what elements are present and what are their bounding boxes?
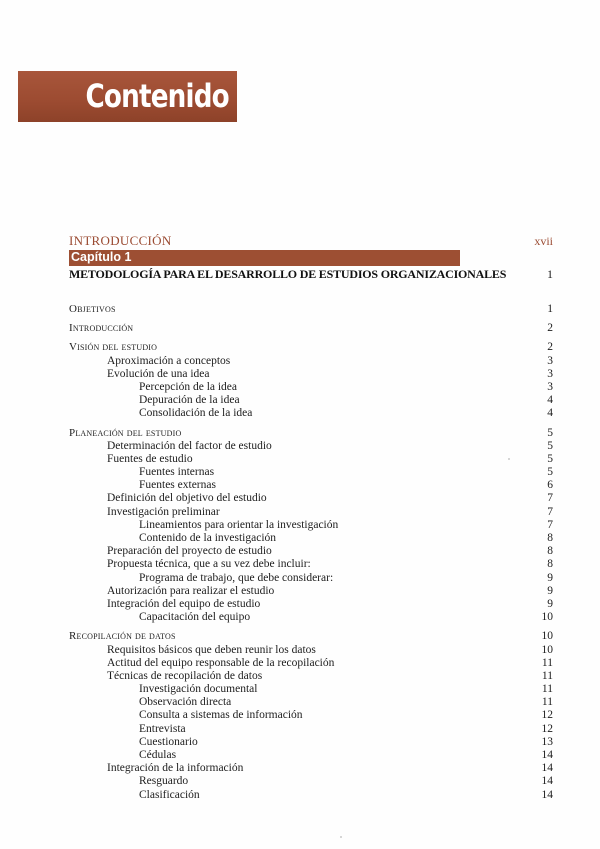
toc-entry-title: Resguardo	[139, 775, 189, 788]
intro-title: INTRODUCCIÓN	[69, 233, 172, 248]
toc-entry-title: Investigación documental	[139, 683, 258, 696]
toc-subsubsection[interactable]	[69, 572, 555, 585]
toc-entry-title: Definición del objetivo del estudio	[107, 492, 267, 505]
toc-subsection[interactable]	[69, 368, 555, 381]
toc-section[interactable]	[69, 322, 555, 335]
toc-entry-title: Aproximación a conceptos	[107, 354, 231, 367]
toc-entry-page: 14	[541, 788, 553, 801]
toc-entry-page: 10	[541, 611, 553, 624]
chapter-label: Capítulo 1	[71, 250, 132, 264]
toc-entry-title: Consulta a sistemas de información	[139, 709, 303, 722]
toc-entry-title: Determinación del factor de estudio	[107, 439, 272, 452]
toc-section[interactable]	[69, 303, 555, 316]
toc-entry-title: Planeación del estudio	[69, 426, 182, 439]
toc-entry-page: 14	[541, 749, 553, 761]
toc-entry-title: Programa de trabajo, que debe considerar:	[139, 571, 334, 584]
toc-entry-page: 13	[541, 735, 553, 748]
toc-entry-page: 14	[541, 775, 553, 788]
toc-subsubsection[interactable]	[69, 789, 555, 802]
toc-entry-page: 11	[541, 669, 553, 682]
toc-entry-page: 5	[547, 466, 553, 479]
toc-section[interactable]	[69, 341, 555, 354]
toc-subsubsection[interactable]	[69, 519, 555, 532]
toc-subsection[interactable]	[69, 657, 555, 670]
toc-entry-title: Objetivos	[69, 303, 116, 315]
toc-section[interactable]	[69, 630, 555, 643]
toc-entry-page: 7	[547, 518, 553, 531]
toc-subsection[interactable]	[69, 762, 555, 775]
toc-subsection[interactable]	[69, 598, 555, 611]
toc-entry-title: Recopilación de datos	[69, 630, 176, 643]
toc-entry-title: Requisitos básicos que deben reunir los datos	[107, 643, 316, 656]
toc-entry-title: Capacitación del equipo	[139, 611, 251, 624]
toc-entry-title: Percepción de la idea	[139, 380, 238, 393]
toc-entry-title: Fuentes externas	[139, 479, 216, 492]
toc-entry-title: Observación directa	[139, 696, 232, 709]
toc-subsubsection[interactable]	[69, 709, 555, 722]
toc-entry-page: 7	[547, 492, 553, 505]
contents-banner	[18, 71, 237, 122]
toc-entry-title: Fuentes internas	[139, 466, 215, 479]
toc-entry-page: 9	[547, 584, 553, 597]
toc-entry-page: 8	[547, 545, 553, 558]
toc-subsubsection[interactable]	[69, 696, 555, 709]
toc-subsection[interactable]	[69, 558, 555, 571]
toc-subsubsection[interactable]	[69, 723, 555, 736]
toc-entry-page: 5	[547, 452, 553, 465]
toc-entry-page: 10	[541, 630, 553, 643]
toc-subsubsection[interactable]	[69, 736, 555, 749]
toc-entry-title: Fuentes de estudio	[107, 452, 193, 465]
toc-subsection[interactable]	[69, 670, 555, 683]
toc-entry-page: 1	[547, 303, 553, 315]
toc-entry-title: Evolución de una idea	[107, 367, 210, 380]
toc-entry-page: 4	[547, 407, 553, 420]
toc-entry-title: Integración de la información	[107, 762, 244, 775]
toc-subsection[interactable]	[69, 453, 555, 466]
toc-subsection[interactable]	[69, 355, 555, 368]
toc-entry-page: 3	[547, 380, 553, 393]
toc-entry-title: Consolidación de la idea	[139, 407, 253, 420]
toc-entry-title: Cédulas	[139, 749, 177, 761]
toc-entry-page: 11	[541, 683, 553, 696]
toc-entry-page: 12	[541, 709, 553, 722]
toc-entry-page: 12	[541, 722, 553, 735]
toc-subsubsection[interactable]	[69, 611, 555, 624]
toc-entry-page: 8	[547, 532, 553, 544]
toc-entry-title: Entrevista	[139, 722, 186, 735]
toc-entry-page: 14	[541, 762, 553, 775]
toc-subsection[interactable]	[69, 585, 555, 598]
toc-subsubsection[interactable]	[69, 479, 555, 492]
toc-subsubsection[interactable]	[69, 775, 555, 788]
toc-entry-title: Propuesta técnica, que a su vez debe incluir:	[107, 558, 311, 571]
paper-speck	[340, 836, 342, 838]
toc-entry-title: Autorización para realizar el estudio	[107, 584, 275, 597]
toc-entry-page: 7	[547, 505, 553, 518]
toc-entry-title: Clasificación	[139, 788, 200, 801]
toc-entry-page: 4	[547, 394, 553, 407]
toc-subsubsection[interactable]	[69, 381, 555, 394]
toc-entry-page: 11	[541, 696, 553, 709]
toc-entry-page: 5	[547, 426, 553, 439]
toc-entry-title: Lineamientos para orientar la investigación	[139, 518, 339, 531]
toc-entry-title: Visión del estudio	[69, 341, 158, 354]
toc-entry-title: Actitud del equipo responsable de la recopilación	[107, 656, 335, 669]
toc-entry-page: 3	[547, 367, 553, 380]
page-title: Contenido	[85, 77, 229, 115]
toc-entry-page: 9	[547, 571, 553, 584]
toc-section[interactable]	[69, 427, 555, 440]
chapter-heading-bar	[69, 250, 460, 266]
toc-entry-title: Técnicas de recopilación de datos	[107, 669, 263, 682]
toc-entry-page: 9	[547, 597, 553, 610]
toc-entry-page: 5	[547, 439, 553, 452]
toc-subsubsection[interactable]	[69, 683, 555, 696]
toc-subsection[interactable]	[69, 492, 555, 505]
toc-entry-page: 8	[547, 558, 553, 571]
toc-entry-page: 10	[541, 643, 553, 656]
table-of-contents	[69, 303, 555, 802]
toc-entry-title: Investigación preliminar	[107, 505, 220, 518]
toc-subsection[interactable]	[69, 644, 555, 657]
toc-entry-page: 3	[547, 354, 553, 367]
toc-subsubsection[interactable]	[69, 394, 555, 407]
paper-speck	[508, 458, 510, 460]
toc-entry-introduction[interactable]	[69, 233, 555, 249]
toc-entry-title: Preparación del proyecto de estudio	[107, 545, 272, 558]
chapter-title: METODOLOGÍA PARA EL DESARROLLO DE ESTUDIOS ORGANIZACIONALES	[69, 267, 507, 281]
toc-subsubsection[interactable]	[69, 466, 555, 479]
toc-entry-title: Integración del equipo de estudio	[107, 597, 261, 610]
toc-subsection[interactable]	[69, 545, 555, 558]
toc-entry-title: Depuración de la idea	[139, 394, 240, 407]
toc-subsubsection[interactable]	[69, 749, 555, 762]
chapter-page-number: 1	[547, 267, 553, 281]
toc-entry-title: Introducción	[69, 322, 134, 335]
toc-entry-title: Contenido de la investigación	[139, 532, 277, 544]
toc-entry-chapter-1[interactable]	[69, 267, 555, 283]
toc-entry-page: 11	[541, 656, 553, 669]
intro-page-number: xvii	[534, 234, 553, 248]
toc-entry-page: 6	[547, 479, 553, 492]
toc-subsection[interactable]	[69, 440, 555, 453]
toc-entry-page: 2	[547, 322, 553, 335]
toc-subsection[interactable]	[69, 506, 555, 519]
toc-subsubsection[interactable]	[69, 407, 555, 420]
toc-entry-page: 2	[547, 341, 553, 354]
toc-entry-title: Cuestionario	[139, 735, 198, 748]
toc-subsubsection[interactable]	[69, 532, 555, 545]
